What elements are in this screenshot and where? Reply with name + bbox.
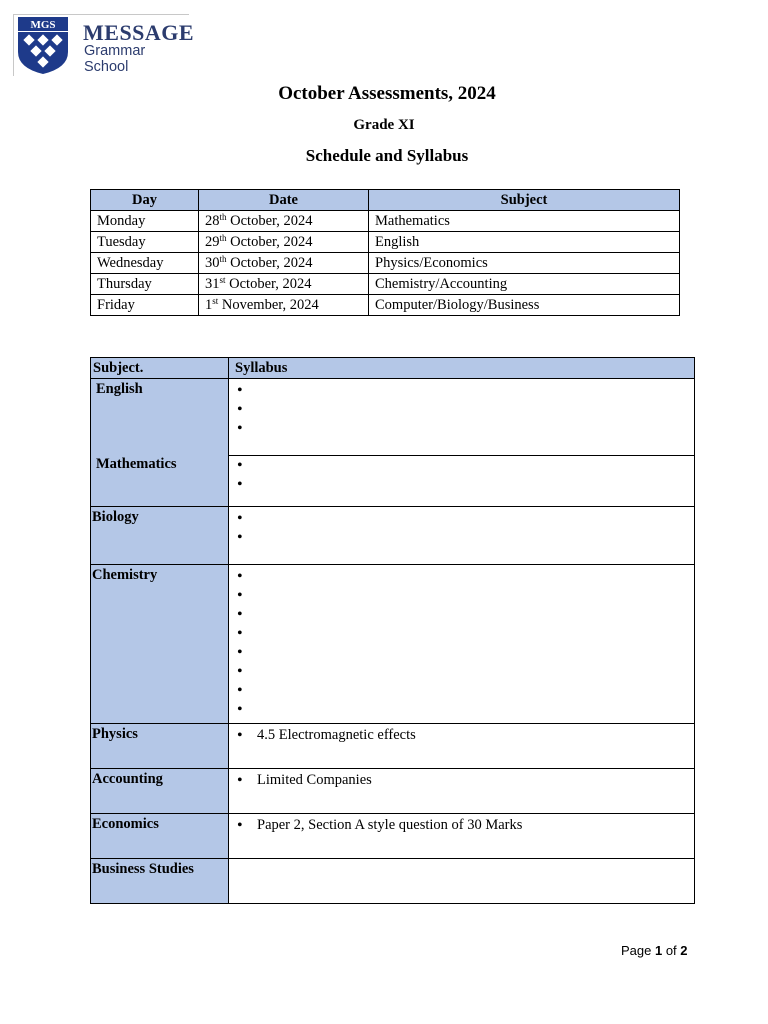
subject-cell: English [369, 232, 680, 253]
logo-school-name: MESSAGE [83, 20, 195, 45]
syllabus-content-mathematics [229, 455, 694, 506]
table-row [91, 232, 680, 253]
list-item [237, 419, 694, 438]
grade-label: Grade XI [353, 117, 415, 133]
list-item [237, 475, 694, 494]
logo-badge-text: MGS [30, 19, 56, 31]
subject-label-economics: Economics [91, 814, 229, 859]
subject-label-mathematics: Mathematics [96, 456, 177, 472]
subject-cell: Chemistry/Accounting [369, 274, 680, 295]
bullet-list [237, 771, 694, 790]
date-cell: 30th October, 2024 [199, 253, 369, 274]
bullet-list [237, 509, 694, 547]
bullet-list [237, 456, 694, 494]
list-item [237, 400, 694, 419]
list-item [237, 586, 694, 605]
school-crest-icon [15, 14, 71, 76]
syllabus-row-physics [91, 724, 695, 769]
day-cell: Thursday [91, 274, 199, 295]
day-cell: Wednesday [91, 253, 199, 274]
syllabus-content-biology [229, 507, 695, 565]
syllabus-row-business [91, 859, 695, 904]
list-item [237, 643, 694, 662]
page-number: Page 1 of 2 [621, 943, 688, 958]
date-cell: 31st October, 2024 [199, 274, 369, 295]
schedule-header-row [91, 190, 680, 211]
list-item [237, 509, 694, 528]
bullet-list [237, 567, 694, 719]
day-cell: Tuesday [91, 232, 199, 253]
list-item [237, 605, 694, 624]
list-item [237, 662, 694, 681]
table-row [91, 274, 680, 295]
list-item [237, 381, 694, 400]
syllabus-row-english-mathematics [91, 379, 695, 507]
table-row [91, 211, 680, 232]
syllabus-content-business [229, 859, 695, 904]
col-header-subject: Subject [369, 190, 680, 211]
syllabus-header-row [91, 358, 695, 379]
subject-label-biology: Biology [91, 507, 229, 565]
school-logo [13, 14, 195, 76]
page-title: October Assessments, 2024 [278, 83, 496, 104]
syllabus-row-biology [91, 507, 695, 565]
day-cell: Monday [91, 211, 199, 232]
list-item: • Paper 2, Section A style question of 30 Marks [237, 816, 694, 835]
list-item [237, 567, 694, 586]
date-cell: 29th October, 2024 [199, 232, 369, 253]
bullet-list [237, 381, 694, 438]
total-pages: 2 [680, 943, 688, 958]
subject-cell: Physics/Economics [369, 253, 680, 274]
subject-cell: Mathematics [369, 211, 680, 232]
syllabus-content-physics [229, 724, 695, 769]
logo-school-subtitle: Grammar School [84, 43, 146, 75]
logo-left-rule [13, 14, 14, 76]
syllabus-row-accounting [91, 769, 695, 814]
syllabus-row-economics [91, 814, 695, 859]
subject-label-english: English [96, 381, 143, 397]
subject-label-accounting: Accounting [91, 769, 229, 814]
date-cell: 1st November, 2024 [199, 295, 369, 316]
syllabus-row-chemistry [91, 565, 695, 724]
subject-cell: Computer/Biology/Business [369, 295, 680, 316]
list-item [237, 681, 694, 700]
subject-label-chemistry: Chemistry [91, 565, 229, 724]
page-subtitle: Schedule and Syllabus [305, 146, 469, 165]
schedule-table [90, 189, 680, 316]
syllabus-content-economics [229, 814, 695, 859]
list-item [237, 528, 694, 547]
col-header-date: Date [199, 190, 369, 211]
col-header-subject: Subject. [91, 358, 229, 379]
list-item [237, 700, 694, 719]
syllabus-content-english [229, 379, 694, 455]
day-cell: Friday [91, 295, 199, 316]
syllabus-content-chemistry [229, 565, 695, 724]
subject-cell-english-mathematics [91, 379, 229, 507]
col-header-syllabus: Syllabus [229, 358, 695, 379]
date-cell: 28th October, 2024 [199, 211, 369, 232]
syllabus-content-accounting [229, 769, 695, 814]
bullet-list [237, 816, 694, 835]
list-item [237, 624, 694, 643]
syllabus-content-english-mathematics [229, 379, 695, 507]
subject-label-business: Business Studies [91, 859, 229, 904]
col-header-day: Day [91, 190, 199, 211]
table-row [91, 295, 680, 316]
list-item [237, 456, 694, 475]
current-page: 1 [654, 943, 663, 958]
table-row [91, 253, 680, 274]
bullet-list [237, 726, 694, 745]
list-item: • Limited Companies [237, 771, 694, 790]
list-item: • 4.5 Electromagnetic effects [237, 726, 694, 745]
syllabus-table [90, 357, 695, 904]
subject-label-physics: Physics [91, 724, 229, 769]
